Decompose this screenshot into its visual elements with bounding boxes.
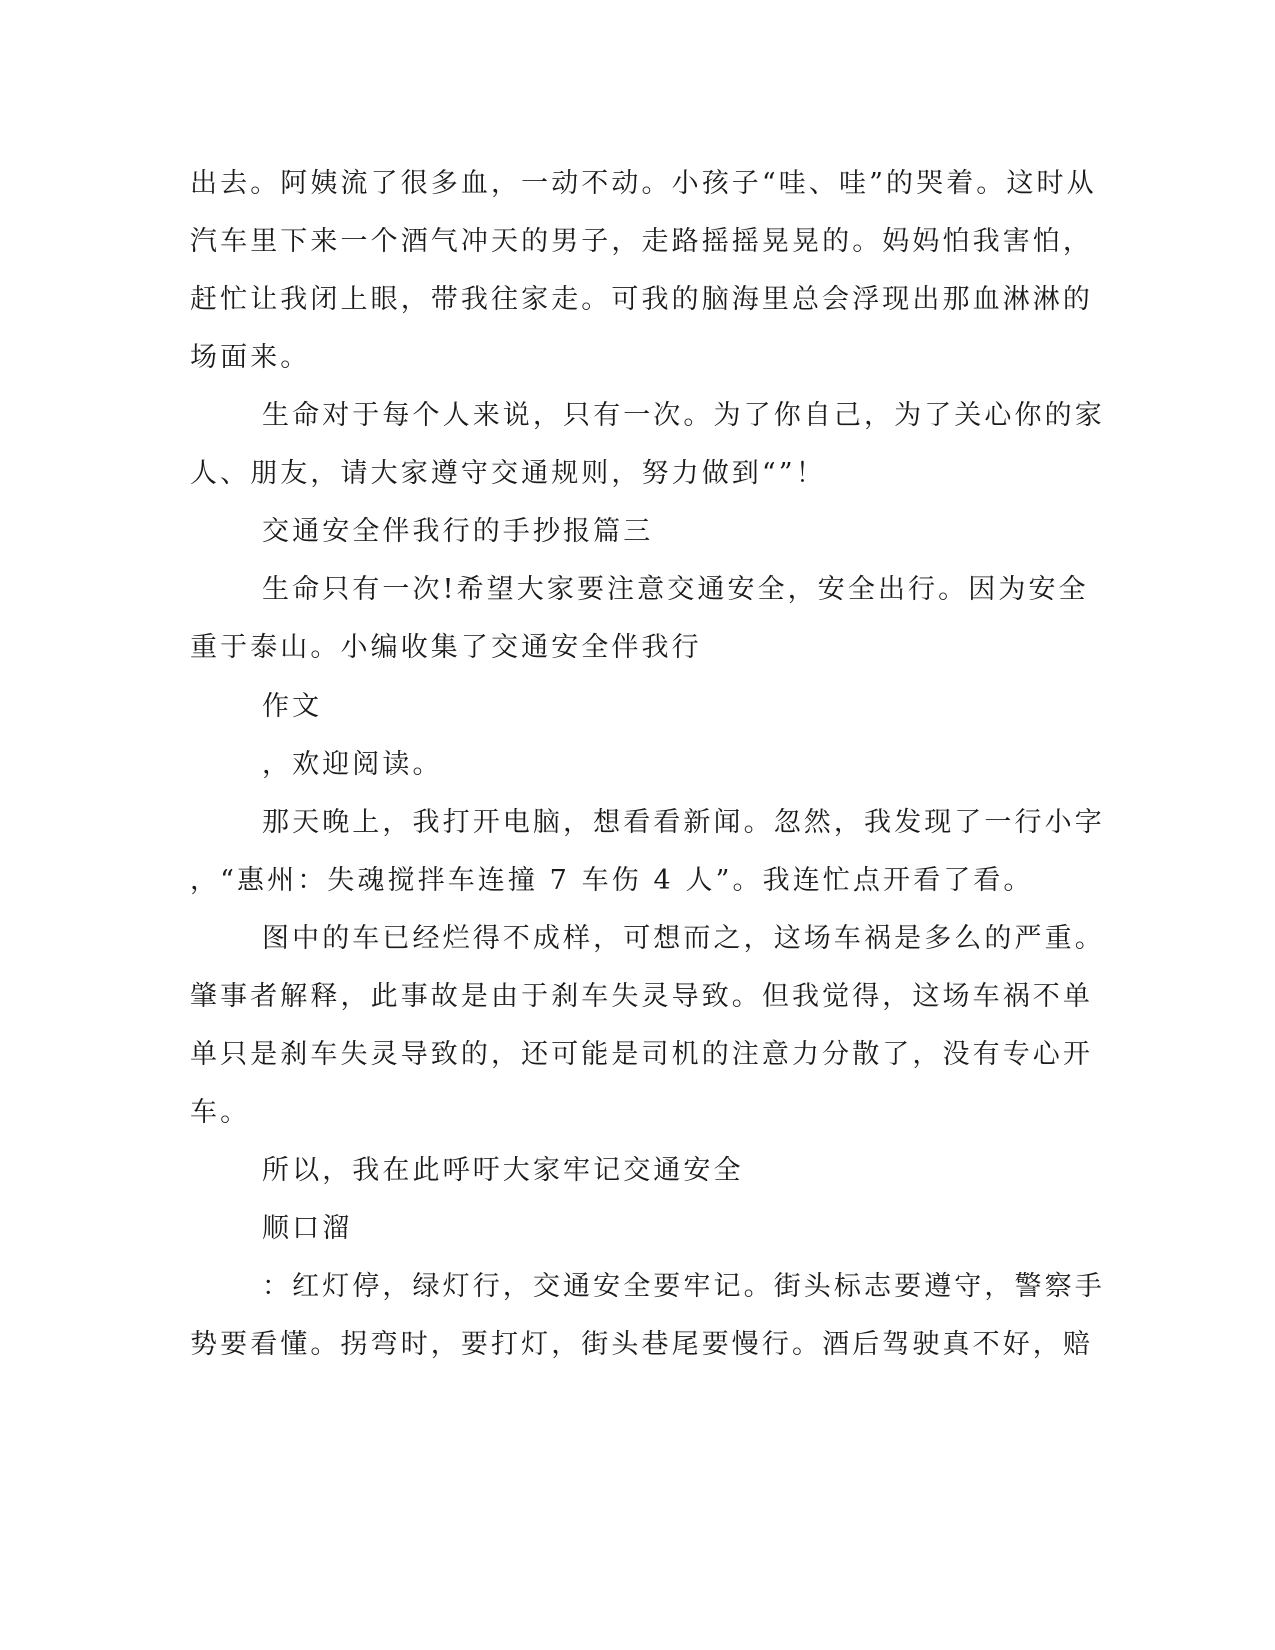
- paragraph-first-line: 生命只有一次!希望大家要注意交通安全，安全出行。因为安全: [262, 574, 1089, 605]
- paragraph-first-line: 所以，我在此呼吁大家牢记交通安全: [262, 1155, 744, 1186]
- text-line: 场面来。: [190, 342, 311, 373]
- text-line: 势要看懂。拐弯时，要打灯，街头巷尾要慢行。酒后驾驶真不好，赔: [190, 1329, 1093, 1360]
- text-line: 单只是刹车失灵导致的，还可能是司机的注意力分散了，没有专心开: [190, 1039, 1093, 1070]
- text-line: 出去。阿姨流了很多血，一动不动。小孩子“哇、哇”的哭着。这时从: [190, 168, 1097, 199]
- paragraph-first-line: 生命对于每个人来说，只有一次。为了你自己，为了关心你的家: [262, 400, 1105, 431]
- paragraph-first-line: 图中的车已经烂得不成样，可想而之，这场车祸是多么的严重。: [262, 923, 1105, 954]
- text-line: ，“惠州：失魂搅拌车连撞 7 车伤 4 人”。我连忙点开看了看。: [190, 865, 1034, 896]
- text-line: 顺口溜: [262, 1213, 353, 1244]
- text-line: 重于泰山。小编收集了交通安全伴我行: [190, 632, 702, 663]
- text-line: ，欢迎阅读。: [262, 749, 443, 780]
- text-line: 赶忙让我闭上眼，带我往家走。可我的脑海里总会浮现出那血淋淋的: [190, 284, 1093, 315]
- text-line: 人、朋友，请大家遵守交通规则，努力做到“”！: [190, 458, 826, 489]
- text-line: 车。: [190, 1097, 251, 1128]
- section-heading: 交通安全伴我行的手抄报篇三: [262, 516, 654, 547]
- text-line: 肇事者解释，此事故是由于刹车失灵导致。但我觉得，这场车祸不单: [190, 981, 1093, 1012]
- paragraph-first-line: 那天晚上，我打开电脑，想看看新闻。忽然，我发现了一行小字: [262, 807, 1105, 838]
- text-line: 作文: [262, 691, 323, 722]
- paragraph-first-line: ：红灯停，绿灯行，交通安全要牢记。街头标志要遵守，警察手: [262, 1271, 1105, 1302]
- text-line: 汽车里下来一个酒气冲天的男子，走路摇摇晃晃的。妈妈怕我害怕，: [190, 226, 1093, 257]
